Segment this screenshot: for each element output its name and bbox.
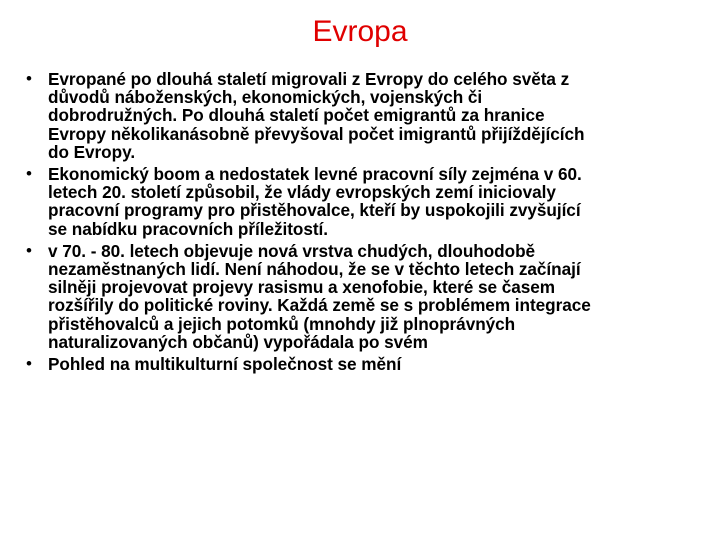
bullet-text-line: Pohled na multikulturní společnost se mění xyxy=(48,354,402,375)
bullet-text-line: silněji projevovat projevy rasismu a xenofobie, které se časem xyxy=(48,277,556,298)
bullet-text-line: v 70. - 80. letech objevuje nová vrstva chudých, dlouhodobě xyxy=(48,240,536,261)
bullet-text-line: pracovní programy pro přistěhovalce, kteří by uspokojili zvyšující xyxy=(48,200,581,221)
bullet-text-line: Ekonomický boom a nedostatek levné pracovní síly zejména v 60. xyxy=(48,164,582,185)
bullet-list xyxy=(26,70,692,377)
bullet-item xyxy=(26,355,692,373)
bullet-text-line: Evropy několikanásobně převyšoval počet imigrantů přijíždějících xyxy=(48,123,585,144)
slide-title: Evropa xyxy=(312,15,408,48)
bullet-icon: • xyxy=(26,354,32,374)
bullet-text-line: dobrodružných. Po dlouhá staletí počet emigrantů za hranice xyxy=(48,105,545,126)
bullet-icon: • xyxy=(26,240,32,260)
bullet-icon: • xyxy=(26,69,32,88)
bullet-text-line: do Evropy. xyxy=(48,141,136,162)
bullet-text-line: naturalizovaných občanů) vypořádala po svém xyxy=(48,331,428,352)
bullet-item xyxy=(26,242,692,351)
bullet-text-line: se nabídku pracovních příležitostí. xyxy=(48,218,328,239)
bullet-text-line: důvodů náboženských, ekonomických, vojenských či xyxy=(48,87,483,108)
bullet-icon: • xyxy=(26,164,32,184)
bullet-text-line: Evropané po dlouhá staletí migrovali z Evropy do celého světa z xyxy=(48,69,570,89)
bullet-text-line: rozšířily do politické roviny. Každá země se s problémem integrace xyxy=(48,295,591,316)
bullet-text-line: letech 20. století způsobil, že vlády evropských zemí iniciovaly xyxy=(48,182,556,203)
bullet-item xyxy=(26,70,692,161)
bullet-item xyxy=(26,165,692,238)
bullet-text-line: přistěhovalců a jejich potomků (mnohdy již plnoprávných xyxy=(48,313,516,334)
bullet-text-line: nezaměstnaných lidí. Není náhodou, že se v těchto letech začínají xyxy=(48,259,581,280)
